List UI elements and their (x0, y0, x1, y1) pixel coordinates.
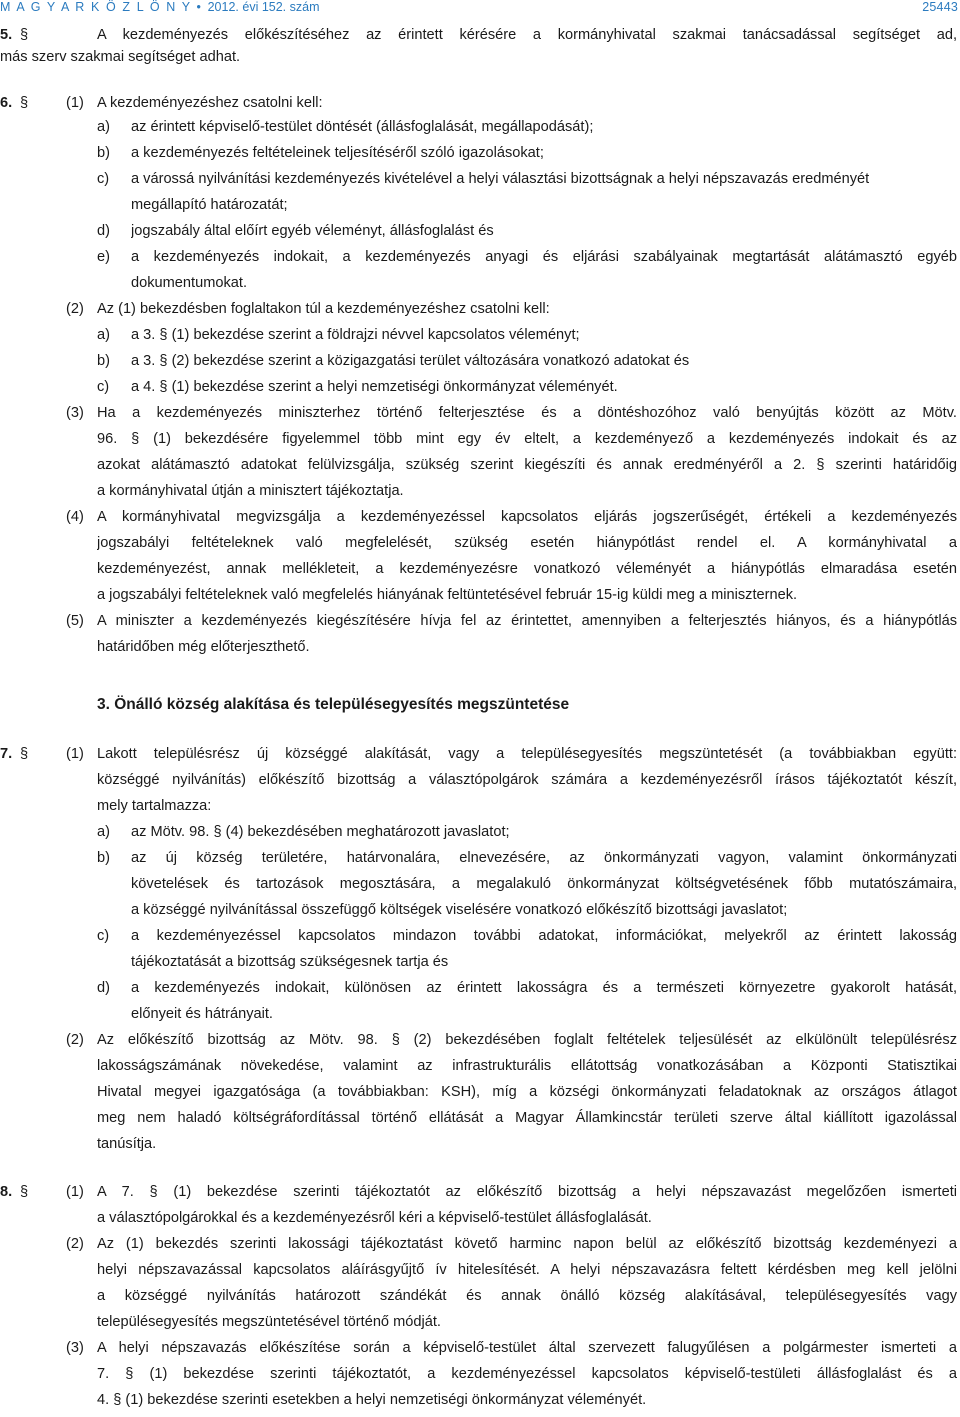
section-heading (0, 694, 958, 716)
text-line (0, 847, 958, 869)
text-line (0, 1181, 958, 1203)
text-line (0, 1259, 958, 1281)
paragraph-number: (3) (66, 405, 84, 421)
item-letter: c) (97, 171, 110, 187)
text-line (0, 220, 958, 242)
text-line (0, 428, 958, 450)
line-text: határidőben még előterjeszthető. (97, 639, 310, 655)
paragraph-number: (5) (66, 613, 84, 629)
item-letter: b) (97, 353, 110, 369)
line-text: a jogszabályi feltételeknek való megfelelés hiányának feltüntetésével február 15-ig küldi meg a miniszternek. (97, 587, 798, 603)
paragraph-number: (2) (66, 1236, 84, 1252)
line-text: jogszabályi feltételeknek való megfelelését, szükség esetén hiánypótlást rendel el. A kormányhivatal a (97, 535, 957, 551)
line-text: azokat alátámasztó adatokat felülvizsgálja, szükség szerint kiegészíti és annak eredményéről a 2. § szerinti határidőig (97, 457, 957, 473)
text-line (0, 350, 958, 372)
line-text: 96. § (1) bekezdésére figyelemmel több mint egy év eltelt, a kezdeményező a kezdeményezés indokait és az (97, 431, 957, 447)
text-line (0, 1233, 958, 1255)
section-number: 6. (0, 95, 13, 111)
line-text: a választópolgárokkal és a kezdeményezésről kéri a képviselő-testület állásfoglalását. (97, 1210, 652, 1226)
line-text: helyi népszavazással kapcsolatos aláírásgyűjtő ív hitelesítését. A helyi népszavazásra feltett kérdésben meg kell jelölni (97, 1262, 957, 1278)
text-line (0, 92, 958, 114)
line-text: a községgé nyilvánítással összefüggő költségek viselésére vonatkozó előkészítő bizottsági javaslatot; (131, 902, 788, 918)
item-letter: a) (97, 119, 110, 135)
text-line (0, 1029, 958, 1051)
line-text: a kezdeményezés indokait, a kezdeményezés anyagi és eljárási szabályainak megtartását alátámasztó egyéb (131, 249, 957, 265)
line-text: megállapító határozatát; (131, 197, 288, 213)
line-text: jogszabály által előírt egyéb véleményt, állásfoglalást és (131, 223, 494, 239)
text-line (0, 1133, 958, 1155)
line-text: A miniszter a kezdeményezés kiegészítésére hívja fel az érintettet, amennyiben a felterjesztés hiányos, és a hiánypótlás (97, 613, 957, 629)
text-line (0, 951, 958, 973)
text-line (0, 1055, 958, 1077)
text-line (0, 1311, 958, 1333)
line-text: Lakott településrész új községgé alakítását, vagy a településegyesítés megszüntetését (a továbbiakban együtt: (97, 746, 957, 762)
line-text: az érintett képviselő-testület döntését (állásfoglalását, megállapodását); (131, 119, 594, 135)
text-line (0, 142, 958, 164)
paragraph-number: (4) (66, 509, 84, 525)
line-text: A 7. § (1) bekezdése szerinti tájékoztatót az előkészítő bizottság a helyi népszavazást megelőzően ismerteti (97, 1184, 957, 1200)
text-line (0, 1207, 958, 1229)
text-line (0, 795, 958, 817)
text-line (0, 324, 958, 346)
issue-label: 2012. évi 152. szám (207, 0, 320, 14)
text-line (0, 1389, 958, 1411)
line-text: a községgé nyilvánítás határozott szándékát és annak önálló község alakításával, településegyesítés vagy (97, 1288, 957, 1304)
heading-text: 3. Önálló község alakítása és településegyesítés megszüntetése (97, 696, 570, 713)
text-line (0, 246, 958, 268)
text-line (0, 480, 958, 502)
text-line (0, 24, 958, 46)
text-line (0, 899, 958, 921)
line-text: a kezdeményezés feltételeinek teljesítéséről szóló igazolásokat; (131, 145, 544, 161)
line-text: A kezdeményezéshez csatolni kell: (97, 95, 323, 111)
text-line (0, 1107, 958, 1129)
text-line (0, 1337, 958, 1359)
section-sign: § (20, 1184, 29, 1200)
text-line (0, 1363, 958, 1385)
line-text: az Mötv. 98. § (4) bekezdésében meghatározott javaslatot; (131, 824, 510, 840)
line-text: Az (1) bekezdésben foglaltakon túl a kezdeményezéshez csatolni kell: (97, 301, 550, 317)
text-line (0, 1081, 958, 1103)
line-text: követelések és tartozások megosztására, a megalakuló önkormányzat költségvetésének főbb mutatószámaira, (131, 876, 957, 892)
line-text: a kormányhivatal útján a minisztert tájékoztatja. (97, 483, 404, 499)
section-sign: § (20, 95, 29, 111)
section-number: 7. (0, 746, 13, 762)
text-line (0, 376, 958, 398)
header-left (0, 0, 319, 14)
item-letter: d) (97, 980, 110, 996)
text-line (0, 454, 958, 476)
paragraph-number: (2) (66, 1032, 84, 1048)
text-line (0, 873, 958, 895)
text-line (0, 46, 958, 68)
text-line (0, 584, 958, 606)
line-text: a kezdeményezés indokait, különösen az érintett lakosságra és a természeti környezetre gyakorolt hatását, (131, 980, 957, 996)
item-letter: a) (97, 824, 110, 840)
text-line (0, 558, 958, 580)
item-letter: d) (97, 223, 110, 239)
line-text: A helyi népszavazás előkészítése során a képviselő-testület által szervezett falugyűlésen a polgármester ismerteti a (97, 1340, 957, 1356)
text-line (0, 977, 958, 999)
line-text: településegyesítés megszüntetésével történő módját. (97, 1314, 441, 1330)
line-text: a 4. § (1) bekezdése szerint a helyi nemzetiségi önkormányzat véleményét. (131, 379, 618, 395)
text-line (0, 194, 958, 216)
item-letter: a) (97, 327, 110, 343)
item-letter: b) (97, 850, 110, 866)
line-text: tájékoztatását a bizottság szükségesnek tartja és (131, 954, 449, 970)
line-text: meg nem haladó költségráfordítással történő ellátását a Magyar Államkincstár területi szerve által kiállított igazolással (97, 1110, 957, 1126)
text-line (0, 168, 958, 190)
line-text: más szerv szakmai segítséget adhat. (0, 49, 241, 65)
text-line (0, 769, 958, 791)
text-line (0, 532, 958, 554)
paragraph-number: (2) (66, 301, 84, 317)
line-text: A kezdeményezés előkészítéséhez az érintett kérésére a kormányhivatal szakmai tanácsadással segítséget ad, (97, 27, 957, 43)
page-number: 25443 (922, 0, 958, 14)
line-text: tanúsítja. (97, 1136, 157, 1152)
text-line (0, 1285, 958, 1307)
text-line (0, 636, 958, 658)
text-line (0, 610, 958, 632)
text-line (0, 402, 958, 424)
text-line (0, 821, 958, 843)
line-text: a 3. § (2) bekezdése szerint a közigazgatási terület változására vonatkozó adatokat és (131, 353, 690, 369)
line-text: 4. § (1) bekezdése szerinti esetekben a helyi nemzetiségi önkormányzat véleményét. (97, 1392, 647, 1408)
paragraph-number: (1) (66, 746, 84, 762)
line-text: mely tartalmazza: (97, 798, 212, 814)
line-text: Hivatal megyei igazgatósága (a továbbiakban: KSH), míg a községi önkormányzati feladatoknak az országos átlagot (97, 1084, 957, 1100)
line-text: lakosságszámának növekedése, valamint az infrastrukturális ellátottság vonatkozásában a Központi Statisztikai (97, 1058, 957, 1074)
text-line (0, 298, 958, 320)
line-text: dokumentumokat. (131, 275, 248, 291)
text-line (0, 1003, 958, 1025)
header-bullet: • (196, 0, 203, 14)
journal-name: M A G Y A R K Ö Z L Ö N Y (0, 0, 192, 14)
line-text: kezdeményezést, annak mellékleteit, a kezdeményezésre vonatkozó véleményét a hiánypótlás elmaradása esetén (97, 561, 957, 577)
paragraph-number: (1) (66, 95, 84, 111)
paragraph-number: (1) (66, 1184, 84, 1200)
line-text: előnyeit és hátrányait. (131, 1006, 273, 1022)
line-text: a várossá nyilvánítási kezdeményezés kivételével a helyi választási bizottságnak a helyi népszavazás eredményét (131, 171, 870, 187)
section-sign: § (20, 27, 29, 43)
item-letter: c) (97, 379, 110, 395)
item-letter: e) (97, 249, 110, 265)
line-text: a kezdeményezéssel kapcsolatos mindazon további adatokat, információkat, melyekről az érintett lakosság (131, 928, 957, 944)
line-text: községgé nyilvánítás) előkészítő bizottság a választópolgárok számára a kezdeményezésről írásos tájékoztatót készít, (97, 772, 957, 788)
line-text: Ha a kezdeményezés miniszterhez történő felterjesztése és a döntéshozóhoz való benyújtás között az Mötv. (97, 405, 957, 421)
text-line (0, 116, 958, 138)
section-sign: § (20, 746, 29, 762)
line-text: 7. § (1) bekezdése szerinti tájékoztatót, a kezdeményezéssel kapcsolatos képviselő-testületi állásfoglalást és a (97, 1366, 957, 1382)
line-text: Az (1) bekezdés szerinti lakossági tájékoztatást követő harminc napon belül az előkészítő bizottság kezdeményezi a (97, 1236, 957, 1252)
line-text: Az előkészítő bizottság az Mötv. 98. § (2) bekezdésében foglalt feltételek teljesülését az elkülönült településrész (97, 1032, 957, 1048)
text-line (0, 272, 958, 294)
section-number: 5. (0, 27, 13, 43)
running-header (0, 0, 958, 14)
text-line (0, 743, 958, 765)
line-text: a 3. § (1) bekezdése szerint a földrajzi névvel kapcsolatos véleményt; (131, 327, 580, 343)
line-text: A kormányhivatal megvizsgálja a kezdeményezéssel kapcsolatos eljárás jogszerűségét, értékeli a kezdeményezés (97, 509, 957, 525)
paragraph-number: (3) (66, 1340, 84, 1356)
text-line (0, 506, 958, 528)
text-line (0, 925, 958, 947)
section-number: 8. (0, 1184, 13, 1200)
line-text: az új község területére, határvonalára, elnevezésére, az önkormányzati vagyon, valamint önkormányzati (131, 850, 957, 866)
item-letter: b) (97, 145, 110, 161)
item-letter: c) (97, 928, 110, 944)
